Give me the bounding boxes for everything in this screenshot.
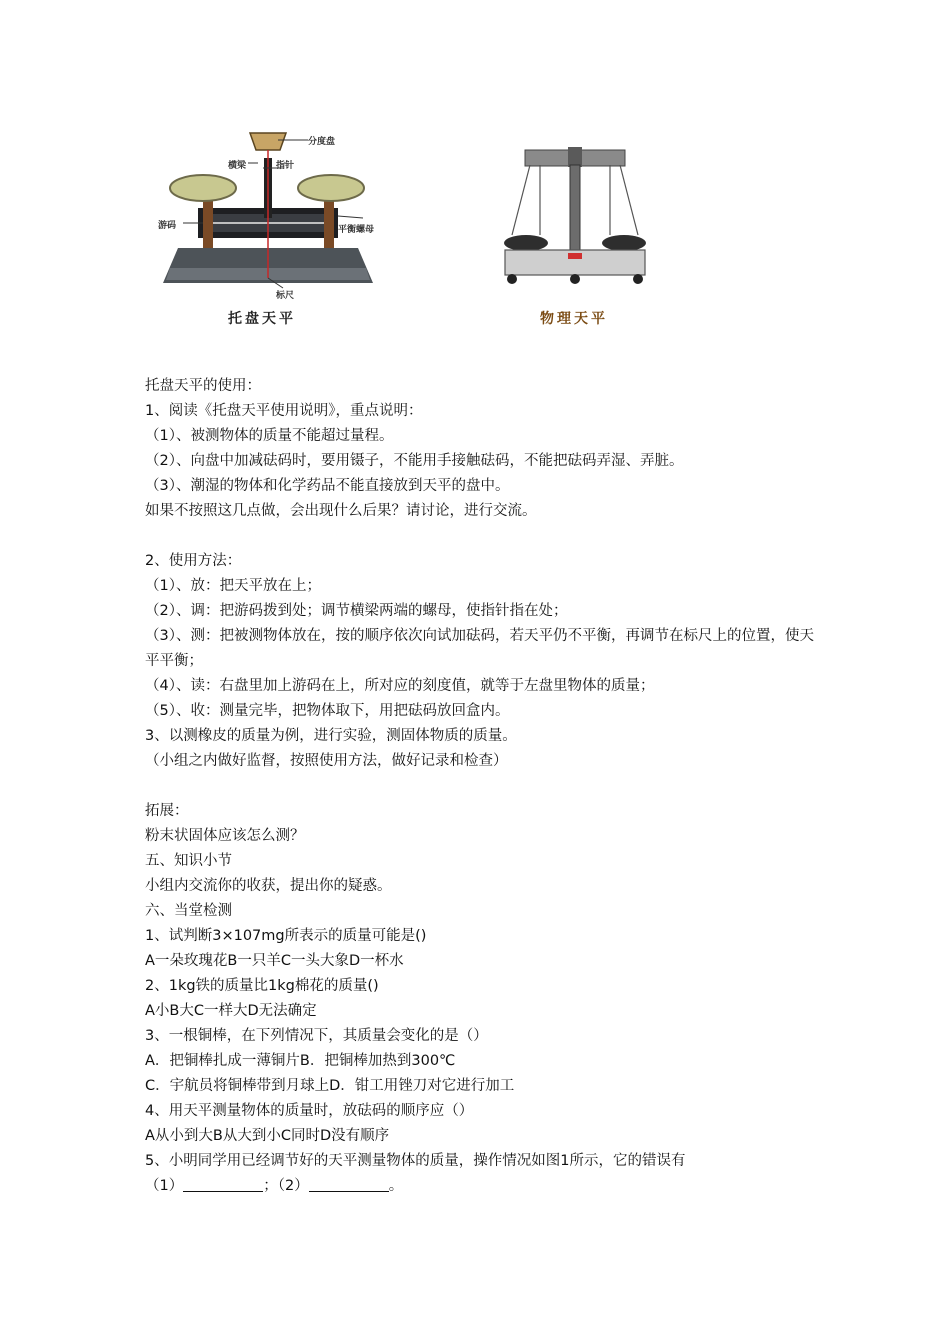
text-line: 1、阅读《托盘天平使用说明》，重点说明： — [145, 403, 423, 419]
physical-balance-illustration — [500, 145, 650, 295]
spacer — [145, 524, 825, 549]
balance-nut-label: 平衡螺母 — [338, 225, 375, 235]
text-line: （2）、调：把游码拨到处；调节横梁两端的螺母，使指针指在处； — [145, 603, 568, 619]
answer-1-label: （1） — [145, 1178, 184, 1194]
pointer-label: 指针 — [276, 161, 295, 171]
text-line: （3）、测：把被测物体放在，按的顺序依次向试加砝码，若天平仍不平衡，再调节在标尺上的位置，使天平平衡； — [145, 628, 814, 669]
answer-end: 。 — [388, 1178, 404, 1194]
text-line: 粉末状固体应该怎么测？ — [145, 828, 305, 844]
section-heading: 六、当堂检测 — [145, 903, 232, 919]
question-1-options: A一朵玫瑰花B一只羊C一头大象D一杯水 — [145, 953, 404, 969]
rider-label: 游码 — [158, 221, 177, 231]
question-2-options: A小B大C一样大D无法确定 — [145, 1003, 317, 1019]
question-5-answers — [145, 1174, 825, 1199]
text-line: 小组内交流你的收获，提出你的疑惑。 — [145, 878, 392, 894]
section-heading: 托盘天平的使用： — [145, 378, 261, 394]
question-5: 5、小明同学用已经调节好的天平测量物体的质量，操作情况如图1所示，它的错误有 — [145, 1153, 686, 1169]
answer-1-blank[interactable] — [183, 1177, 263, 1192]
beam-label: 横梁 — [228, 161, 247, 171]
question-3-options-ab: A．把铜棒扎成一薄铜片B．把铜棒加热到300℃ — [145, 1053, 456, 1069]
section-heading: 五、知识小节 — [145, 853, 232, 869]
text-line: （1）、放：把天平放在上； — [145, 578, 321, 594]
text-line: （5）、收：测量完毕，把物体取下，用把砝码放回盒内。 — [145, 703, 510, 719]
text-line: （小组之内做好监督，按照使用方法，做好记录和检查） — [145, 753, 508, 769]
text-line: 如果不按照这几点做，会出现什么后果？请讨论，进行交流。 — [145, 503, 537, 519]
text-line: （3）、潮湿的物体和化学药品不能直接放到天平的盘中。 — [145, 478, 510, 494]
text-line: （1）、被测物体的质量不能超过量程。 — [145, 428, 394, 444]
question-1: 1、试判断3×107mg所表示的质量可能是() — [145, 928, 427, 944]
scale-plate-label: 分度盘 — [308, 137, 336, 147]
question-3-options-cd: C．宇航员将铜棒带到月球上D．钳工用锉刀对它进行加工 — [145, 1078, 515, 1094]
physical-balance-caption: 物理天平 — [540, 311, 608, 327]
text-line: 2、使用方法： — [145, 553, 242, 569]
text-line: （2）、向盘中加减砝码时，要用镊子，不能用手接触砝码，不能把砝码弄湿、弄脏。 — [145, 453, 684, 469]
text-line: 拓展： — [145, 803, 189, 819]
tray-balance-figure — [158, 128, 378, 333]
question-3: 3、一根铜棒，在下列情况下，其质量会变化的是（） — [145, 1028, 488, 1044]
ruler-label: 标尺 — [276, 291, 295, 301]
document-body — [145, 374, 825, 1199]
question-4: 4、用天平测量物体的质量时，放砝码的顺序应（） — [145, 1103, 474, 1119]
question-2: 2、1kg铁的质量比1kg棉花的质量() — [145, 978, 379, 994]
answer-2-blank[interactable] — [309, 1177, 389, 1192]
text-line: （4）、读：右盘里加上游码在上，所对应的刻度值，就等于左盘里物体的质量； — [145, 678, 655, 694]
physical-balance-figure — [500, 145, 650, 335]
text-line: 3、以测橡皮的质量为例，进行实验，测固体物质的质量。 — [145, 728, 517, 744]
answer-2-label: ；（2） — [263, 1178, 309, 1194]
question-4-options: A从小到大B从大到小C同时D没有顺序 — [145, 1128, 390, 1144]
spacer — [145, 774, 825, 799]
tray-balance-caption: 托盘天平 — [228, 311, 296, 327]
